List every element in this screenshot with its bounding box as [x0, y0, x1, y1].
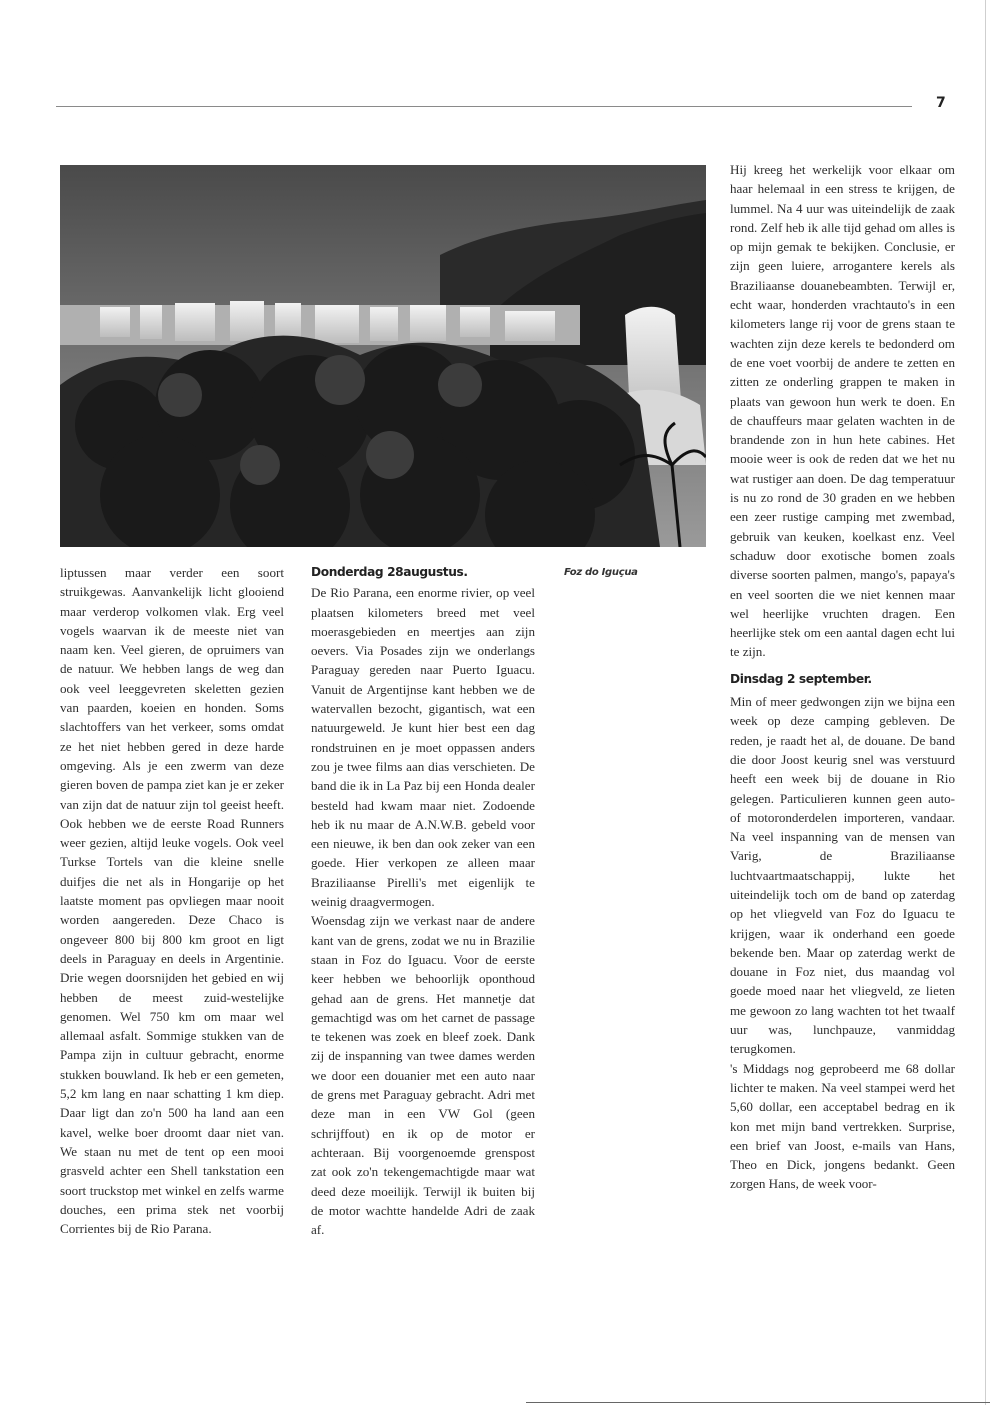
waterfall-photo [60, 165, 706, 547]
section-heading: Dinsdag 2 september. [730, 671, 872, 686]
column-2 [311, 563, 535, 1239]
paragraph: liptussen maar verder een soort struikgewas. Aanvankelijk licht glooiend maar verderop volkomen vlak. Erg veel vogels waarvan ik de meeste niet van naam ken. Veel gieren, de opruimers van de natuur. We hebben langs de weg dan ook veel leeggevreten skeletten gezien van paarden, koeien en honden. Soms slachtoffers van het verkeer, soms omdat ze het niet hebben gered in deze harde omgeving. Als je een zwerm van deze gieren boven de pampa ziet kan je er zeker van zijn dat de natuur zijn tol geeist heeft. Ook hebben we de eerste Road Runners weer gezien, altijd leuke vogels. Ook veel Turkse Tortels van die kleine snelle duifjes die net als in Hongarije op het laatste moment pas opvliegen maar nooit worden aangereden. Deze Chaco is ongeveer 800 bij 800 km groot en ligt deels in Paraguay en deels in Argentinie. Drie wegen doorsnijden het gebied en wij hebben de meest zuid-westelijke genomen. Wel 750 km om maar wel allemaal asfalt. Sommige stukken van de Pampa zijn in cultuur gebracht, enorme stukken bouwland. Ik heb er een gemeten, 5,2 km lang en naar schatting 1 km diep. Daar ligt dan zo'n 500 ha land aan een kavel, welke boer droomt daar niet van. We staan nu met de tent op een mooi grasveld achter een Shell tankstation een soort truckstop met winkel en zelfs warme douches, een prima stek net voorbij Corrientes bij de Rio Parana. [60, 565, 284, 1237]
paragraph: Min of meer gedwongen zijn we bijna een week op deze camping gebleven. De reden, je raadt het al, de douane. De band die door Joost keurig snel was verstuurd heeft een week bij de douane in Rio gelegen. Particulieren kunnen geen auto- of motoronderdelen importeren, vandaar. Na veel inspanning van de mensen van Varig, de Braziliaanse luchtvaartmaatschappij, lukte het uiteindelijk toch om de band op zaterdag op het vliegveld van Foz do Iguacu te krijgen, waar ik onderhand een goede bekende ben. Maar op zaterdag werkt de douane in Foz niet, dus maandag vol goede moed naar het vliegveld, ze lieten me gewoon zo lang wachten tot het twaalf uur was, lunchpauze, vanmiddag terugkomen. [730, 694, 955, 1057]
page-number: 7 [936, 95, 946, 111]
paragraph: Woensdag zijn we verkast naar de andere kant van de grens, zodat we nu in Brazilie staan in Foz do Iguacu. Voor de eerste keer hebben we behoorlijk oponthoud gehad aan de grens. Het mannetje dat gemachtigd was om het carnet de passage te tekenen was zoek en bleef zoek. Dank zij de inspanning van twee dames werden we door een douanier met een auto naar de grens met Paraguay gebracht. Adri met deze man in een VW Gol (geen schrijffout) en ik op de motor er achteraan. Bij voorgenoemde grenspost zat ook zo'n tekengemachtigde maar wat deed deze moeilijk. Terwijl ik buiten bij de motor wachtte handelde Adri de zaak af. [311, 913, 535, 1238]
column-3 [730, 160, 955, 1194]
header-rule [56, 106, 912, 107]
waterfall-photo-image [60, 165, 706, 547]
paragraph: De Rio Parana, een enorme rivier, op veel plaatsen kilometers breed met veel moerasgebieden en meertjes aan zijn oevers. Via Posades zijn we onderlangs Paraguay gereden naar Puerto Iguacu. Vanuit de Argentijnse kant hebben we de watervallen bezocht, gigantisch, wat een natuurgeweld. Je kunt hier best een dag rondstruinen en je moet oppassen anders zou je twee films aan dias verschieten. De band die ik in La Paz bij een Honda dealer besteld had kwam maar niet. Zodoende heb ik nu maar de A.N.W.B. gebeld voor een nieuwe, ik ben dan ook zeker van een goede. Hier verkopen ze alleen maar Braziliaanse Pirelli's met eigenlijk te weinig draagvermogen. [311, 585, 535, 910]
footer-rule [526, 1402, 990, 1403]
photo-caption: Foz do Iguçua [564, 567, 638, 578]
paragraph: Hij kreeg het werkelijk voor elkaar om haar helemaal in een stress te krijgen, de lummel. Na 4 uur was uiteindelijk de zaak rond. Zelf heb ik alle tijd gehad om alles is op mijn gemak te bekijken. Conclusie, er zijn geen luiere, arrogantere kerels als Braziliaanse douanebeambten. Terwijl er, echt waar, honderden vrachtauto's in een kilometers lange rij voor de grens staan te wachten zijn deze kerels te bedonderd om de ene voet voorbij de andere te zetten en zitten ze onderling grappen te maken in plaats van gewoon hun werk te doen. En de chauffeurs maar gelaten wachten in de brandende zon in hun hete cabines. Het mooie weer is ook de reden dat we het nu wat rustiger aan doen. De dag temperatuur is nu zo rond de 30 graden en we hebben een zeer rustige camping met zwembad, gebruik van keuken, koelkast enz. Veel schaduw door exotische bomen zoals diverse soorten palmen, mango's, papaya's en veel soorten die we niet kennen maar wel heerlijke vruchten dragen. Een heerlijke stek om een aantal dagen echt lui te zijn. [730, 162, 955, 660]
column-1 [60, 563, 284, 1238]
page-edge-line [985, 0, 986, 1405]
paragraph: 's Middags nog geprobeerd me 68 dollar lichter te maken. Na veel stampei werd het 5,60 dollar, een acceptabel bedrag en ik kon met mijn band vertrekken. Surprise, een brief van Joost, e-mails van Hans, Theo en Dick, jongens bedankt. Geen zorgen Hans, de week voor- [730, 1060, 955, 1192]
section-heading: Donderdag 28augustus. [311, 565, 468, 579]
